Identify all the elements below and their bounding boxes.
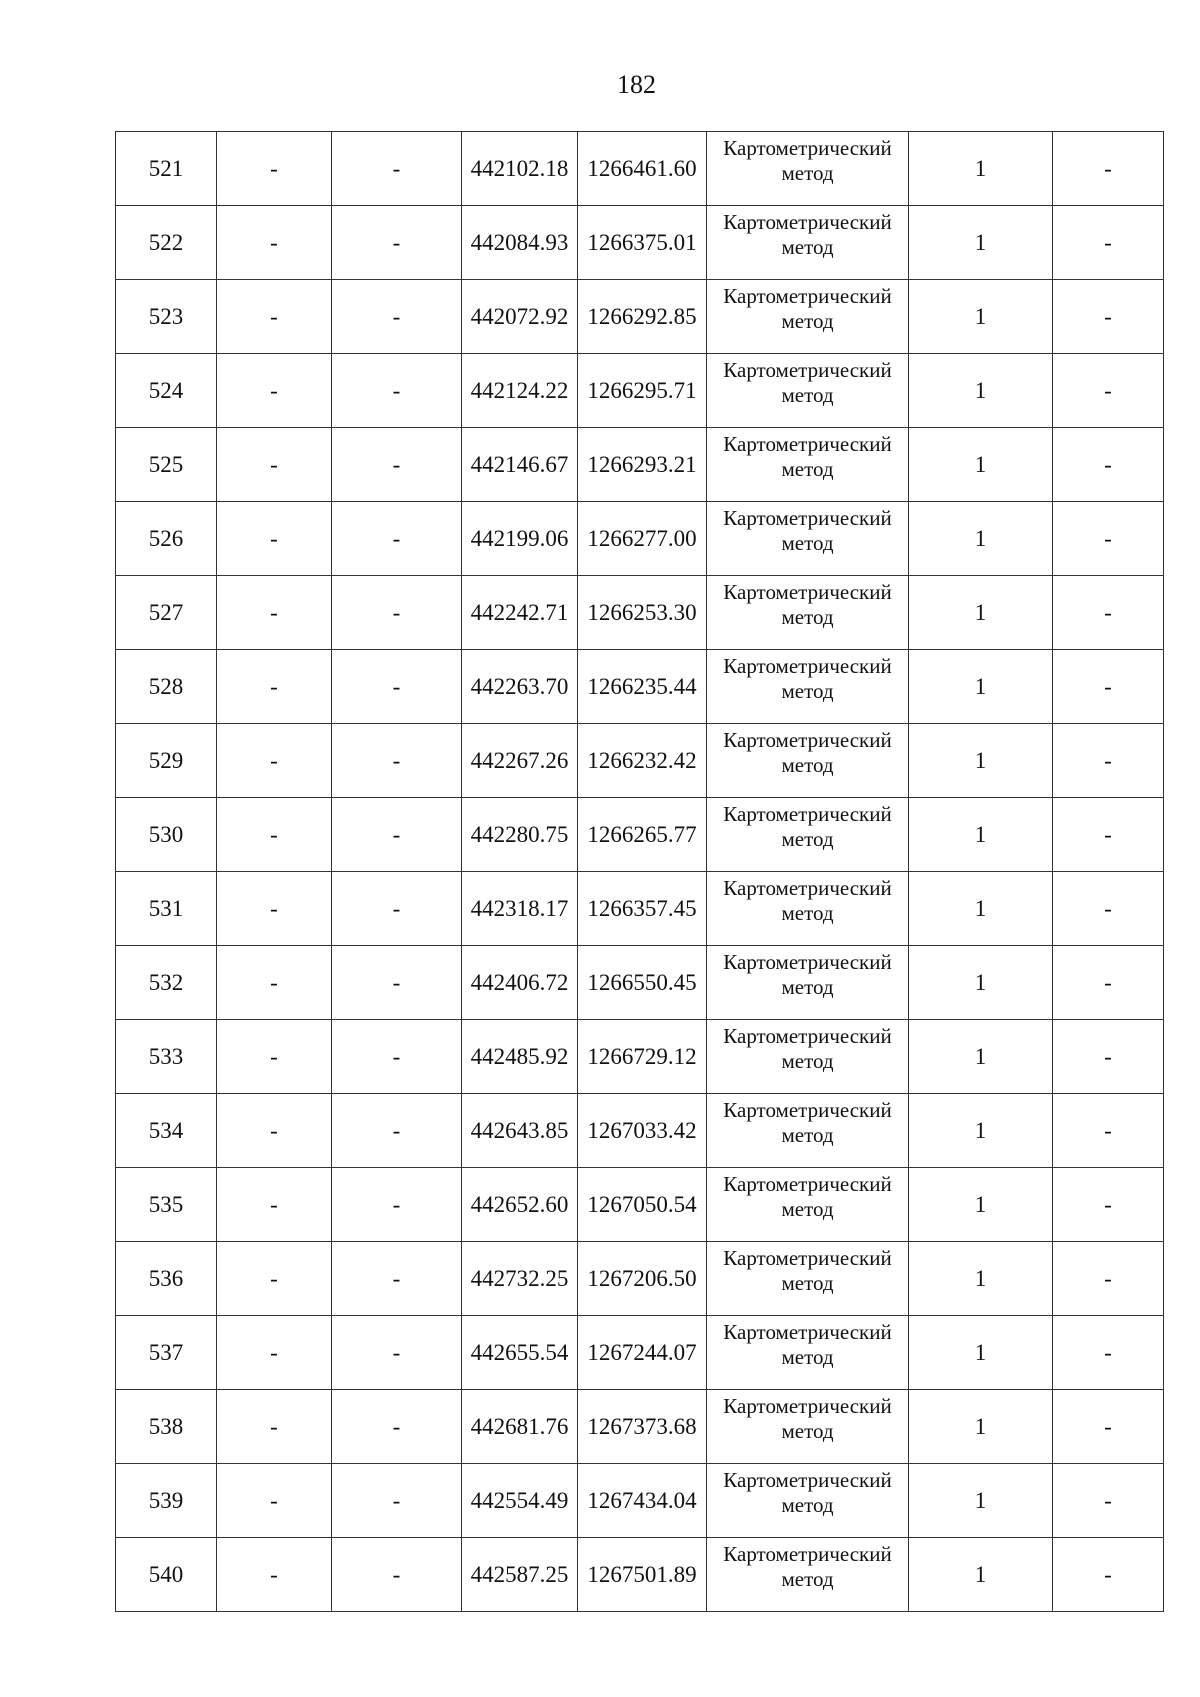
column-2-cell: - <box>217 206 332 280</box>
x-coordinate-cell: 442199.06 <box>462 502 578 576</box>
x-coordinate-cell: 442554.49 <box>462 1464 578 1538</box>
accuracy-cell: 1 <box>909 132 1053 206</box>
x-coordinate-cell: 442146.67 <box>462 428 578 502</box>
point-number-cell: 536 <box>116 1242 217 1316</box>
column-8-cell: - <box>1053 872 1164 946</box>
point-number-cell: 529 <box>116 724 217 798</box>
method-label-line2: метод <box>781 309 834 333</box>
table-row <box>116 280 1164 354</box>
x-coordinate-cell: 442485.92 <box>462 1020 578 1094</box>
page-number: 182 <box>617 70 656 99</box>
method-label-line2: метод <box>781 1271 834 1295</box>
method-label-line2: метод <box>781 383 834 407</box>
method-label-line1: Картометрический <box>723 580 892 604</box>
method-label-line1: Картометрический <box>723 432 892 456</box>
point-number-cell: 535 <box>116 1168 217 1242</box>
method-label-line1: Картометрический <box>723 506 892 530</box>
column-2-cell: - <box>217 650 332 724</box>
method-cell <box>707 724 909 798</box>
table-row <box>116 502 1164 576</box>
column-2-cell: - <box>217 1538 332 1612</box>
x-coordinate-cell: 442587.25 <box>462 1538 578 1612</box>
coordinates-table <box>115 131 1164 1612</box>
column-8-cell: - <box>1053 1094 1164 1168</box>
point-number-cell: 539 <box>116 1464 217 1538</box>
column-8-cell: - <box>1053 1316 1164 1390</box>
column-3-cell: - <box>332 650 462 724</box>
method-label-line2: метод <box>781 1197 834 1221</box>
method-label-line2: метод <box>781 605 834 629</box>
column-8-cell: - <box>1053 798 1164 872</box>
column-8-cell: - <box>1053 1464 1164 1538</box>
x-coordinate-cell: 442318.17 <box>462 872 578 946</box>
accuracy-cell: 1 <box>909 1242 1053 1316</box>
method-label-line2: метод <box>781 161 834 185</box>
method-label-line2: метод <box>781 1419 834 1443</box>
method-label-line1: Картометрический <box>723 1246 892 1270</box>
x-coordinate-cell: 442732.25 <box>462 1242 578 1316</box>
x-coordinate-cell: 442406.72 <box>462 946 578 1020</box>
table-row <box>116 1464 1164 1538</box>
y-coordinate-cell: 1266357.45 <box>578 872 707 946</box>
method-label-line2: метод <box>781 457 834 481</box>
method-label-line2: метод <box>781 753 834 777</box>
x-coordinate-cell: 442124.22 <box>462 354 578 428</box>
method-cell <box>707 280 909 354</box>
column-3-cell: - <box>332 354 462 428</box>
y-coordinate-cell: 1266292.85 <box>578 280 707 354</box>
column-8-cell: - <box>1053 1538 1164 1612</box>
x-coordinate-cell: 442681.76 <box>462 1390 578 1464</box>
column-2-cell: - <box>217 132 332 206</box>
method-label-line2: метод <box>781 1049 834 1073</box>
method-label-line1: Картометрический <box>723 728 892 752</box>
point-number-cell: 530 <box>116 798 217 872</box>
column-3-cell: - <box>332 1316 462 1390</box>
column-3-cell: - <box>332 1020 462 1094</box>
point-number-cell: 540 <box>116 1538 217 1612</box>
column-3-cell: - <box>332 1168 462 1242</box>
column-8-cell: - <box>1053 650 1164 724</box>
column-3-cell: - <box>332 132 462 206</box>
point-number-cell: 522 <box>116 206 217 280</box>
accuracy-cell: 1 <box>909 280 1053 354</box>
method-cell <box>707 502 909 576</box>
point-number-cell: 523 <box>116 280 217 354</box>
method-label-line1: Картометрический <box>723 802 892 826</box>
accuracy-cell: 1 <box>909 724 1053 798</box>
column-2-cell: - <box>217 872 332 946</box>
table-row <box>116 724 1164 798</box>
method-cell <box>707 1538 909 1612</box>
y-coordinate-cell: 1266253.30 <box>578 576 707 650</box>
column-8-cell: - <box>1053 354 1164 428</box>
y-coordinate-cell: 1266729.12 <box>578 1020 707 1094</box>
method-cell <box>707 206 909 280</box>
y-coordinate-cell: 1266235.44 <box>578 650 707 724</box>
x-coordinate-cell: 442280.75 <box>462 798 578 872</box>
method-label-line2: метод <box>781 1493 834 1517</box>
column-3-cell: - <box>332 576 462 650</box>
method-cell <box>707 872 909 946</box>
point-number-cell: 532 <box>116 946 217 1020</box>
column-2-cell: - <box>217 1094 332 1168</box>
table-row <box>116 946 1164 1020</box>
column-3-cell: - <box>332 1538 462 1612</box>
column-8-cell: - <box>1053 280 1164 354</box>
column-3-cell: - <box>332 1242 462 1316</box>
table-row <box>116 1316 1164 1390</box>
method-label-line1: Картометрический <box>723 358 892 382</box>
method-cell <box>707 1094 909 1168</box>
method-label-line1: Картометрический <box>723 1172 892 1196</box>
column-8-cell: - <box>1053 1168 1164 1242</box>
table-row <box>116 1538 1164 1612</box>
method-label-line2: метод <box>781 975 834 999</box>
point-number-cell: 521 <box>116 132 217 206</box>
x-coordinate-cell: 442242.71 <box>462 576 578 650</box>
column-8-cell: - <box>1053 1242 1164 1316</box>
method-label-line1: Картометрический <box>723 136 892 160</box>
column-3-cell: - <box>332 502 462 576</box>
method-cell <box>707 798 909 872</box>
method-label-line1: Картометрический <box>723 1542 892 1566</box>
method-label-line1: Картометрический <box>723 654 892 678</box>
column-2-cell: - <box>217 354 332 428</box>
accuracy-cell: 1 <box>909 1390 1053 1464</box>
y-coordinate-cell: 1266232.42 <box>578 724 707 798</box>
column-2-cell: - <box>217 798 332 872</box>
method-label-line2: метод <box>781 1345 834 1369</box>
x-coordinate-cell: 442267.26 <box>462 724 578 798</box>
table-row <box>116 132 1164 206</box>
table-row <box>116 650 1164 724</box>
y-coordinate-cell: 1267244.07 <box>578 1316 707 1390</box>
column-3-cell: - <box>332 1390 462 1464</box>
y-coordinate-cell: 1266375.01 <box>578 206 707 280</box>
column-2-cell: - <box>217 1316 332 1390</box>
column-3-cell: - <box>332 872 462 946</box>
table-row <box>116 872 1164 946</box>
y-coordinate-cell: 1266265.77 <box>578 798 707 872</box>
accuracy-cell: 1 <box>909 502 1053 576</box>
table-row <box>116 1020 1164 1094</box>
column-2-cell: - <box>217 576 332 650</box>
column-2-cell: - <box>217 946 332 1020</box>
accuracy-cell: 1 <box>909 1464 1053 1538</box>
column-3-cell: - <box>332 1094 462 1168</box>
accuracy-cell: 1 <box>909 1094 1053 1168</box>
y-coordinate-cell: 1267050.54 <box>578 1168 707 1242</box>
column-3-cell: - <box>332 206 462 280</box>
column-2-cell: - <box>217 428 332 502</box>
point-number-cell: 527 <box>116 576 217 650</box>
y-coordinate-cell: 1267434.04 <box>578 1464 707 1538</box>
y-coordinate-cell: 1267206.50 <box>578 1242 707 1316</box>
accuracy-cell: 1 <box>909 354 1053 428</box>
column-3-cell: - <box>332 428 462 502</box>
table-row <box>116 1390 1164 1464</box>
accuracy-cell: 1 <box>909 650 1053 724</box>
method-label-line2: метод <box>781 531 834 555</box>
column-2-cell: - <box>217 1390 332 1464</box>
column-2-cell: - <box>217 280 332 354</box>
table-body <box>116 132 1164 1612</box>
method-label-line1: Картометрический <box>723 1394 892 1418</box>
column-8-cell: - <box>1053 576 1164 650</box>
column-2-cell: - <box>217 502 332 576</box>
method-label-line1: Картометрический <box>723 950 892 974</box>
point-number-cell: 525 <box>116 428 217 502</box>
accuracy-cell: 1 <box>909 206 1053 280</box>
method-label-line2: метод <box>781 901 834 925</box>
method-cell <box>707 1242 909 1316</box>
method-label-line2: метод <box>781 827 834 851</box>
method-label-line1: Картометрический <box>723 1320 892 1344</box>
accuracy-cell: 1 <box>909 1538 1053 1612</box>
x-coordinate-cell: 442655.54 <box>462 1316 578 1390</box>
point-number-cell: 537 <box>116 1316 217 1390</box>
column-3-cell: - <box>332 946 462 1020</box>
method-cell <box>707 354 909 428</box>
method-label-line1: Картометрический <box>723 1468 892 1492</box>
method-cell <box>707 1316 909 1390</box>
column-2-cell: - <box>217 1464 332 1538</box>
column-8-cell: - <box>1053 1390 1164 1464</box>
column-3-cell: - <box>332 280 462 354</box>
method-label-line1: Картометрический <box>723 1098 892 1122</box>
column-8-cell: - <box>1053 502 1164 576</box>
column-2-cell: - <box>217 1020 332 1094</box>
point-number-cell: 533 <box>116 1020 217 1094</box>
method-cell <box>707 1168 909 1242</box>
method-label-line1: Картометрический <box>723 210 892 234</box>
method-cell <box>707 1390 909 1464</box>
y-coordinate-cell: 1267373.68 <box>578 1390 707 1464</box>
column-8-cell: - <box>1053 1020 1164 1094</box>
table-row <box>116 354 1164 428</box>
accuracy-cell: 1 <box>909 1168 1053 1242</box>
method-label-line1: Картометрический <box>723 876 892 900</box>
column-2-cell: - <box>217 1242 332 1316</box>
column-8-cell: - <box>1053 132 1164 206</box>
accuracy-cell: 1 <box>909 946 1053 1020</box>
y-coordinate-cell: 1267501.89 <box>578 1538 707 1612</box>
table-row <box>116 1168 1164 1242</box>
point-number-cell: 528 <box>116 650 217 724</box>
column-8-cell: - <box>1053 428 1164 502</box>
y-coordinate-cell: 1266277.00 <box>578 502 707 576</box>
method-label-line2: метод <box>781 235 834 259</box>
method-cell <box>707 1020 909 1094</box>
y-coordinate-cell: 1266550.45 <box>578 946 707 1020</box>
column-8-cell: - <box>1053 206 1164 280</box>
accuracy-cell: 1 <box>909 576 1053 650</box>
column-3-cell: - <box>332 724 462 798</box>
accuracy-cell: 1 <box>909 872 1053 946</box>
column-3-cell: - <box>332 798 462 872</box>
method-label-line2: метод <box>781 1123 834 1147</box>
x-coordinate-cell: 442263.70 <box>462 650 578 724</box>
accuracy-cell: 1 <box>909 1020 1053 1094</box>
x-coordinate-cell: 442652.60 <box>462 1168 578 1242</box>
column-2-cell: - <box>217 1168 332 1242</box>
method-label-line1: Картометрический <box>723 1024 892 1048</box>
table-row <box>116 1242 1164 1316</box>
method-cell <box>707 1464 909 1538</box>
table-row <box>116 1094 1164 1168</box>
accuracy-cell: 1 <box>909 428 1053 502</box>
table-row <box>116 428 1164 502</box>
y-coordinate-cell: 1266295.71 <box>578 354 707 428</box>
point-number-cell: 538 <box>116 1390 217 1464</box>
point-number-cell: 531 <box>116 872 217 946</box>
method-cell <box>707 576 909 650</box>
point-number-cell: 524 <box>116 354 217 428</box>
point-number-cell: 534 <box>116 1094 217 1168</box>
point-number-cell: 526 <box>116 502 217 576</box>
y-coordinate-cell: 1267033.42 <box>578 1094 707 1168</box>
y-coordinate-cell: 1266293.21 <box>578 428 707 502</box>
table-row <box>116 576 1164 650</box>
table-row <box>116 206 1164 280</box>
table-row <box>116 798 1164 872</box>
column-8-cell: - <box>1053 946 1164 1020</box>
column-2-cell: - <box>217 724 332 798</box>
x-coordinate-cell: 442102.18 <box>462 132 578 206</box>
accuracy-cell: 1 <box>909 798 1053 872</box>
method-cell <box>707 946 909 1020</box>
x-coordinate-cell: 442084.93 <box>462 206 578 280</box>
method-label-line2: метод <box>781 679 834 703</box>
method-cell <box>707 132 909 206</box>
method-label-line2: метод <box>781 1567 834 1591</box>
method-cell <box>707 650 909 724</box>
column-3-cell: - <box>332 1464 462 1538</box>
y-coordinate-cell: 1266461.60 <box>578 132 707 206</box>
accuracy-cell: 1 <box>909 1316 1053 1390</box>
x-coordinate-cell: 442072.92 <box>462 280 578 354</box>
method-label-line1: Картометрический <box>723 284 892 308</box>
method-cell <box>707 428 909 502</box>
column-8-cell: - <box>1053 724 1164 798</box>
x-coordinate-cell: 442643.85 <box>462 1094 578 1168</box>
